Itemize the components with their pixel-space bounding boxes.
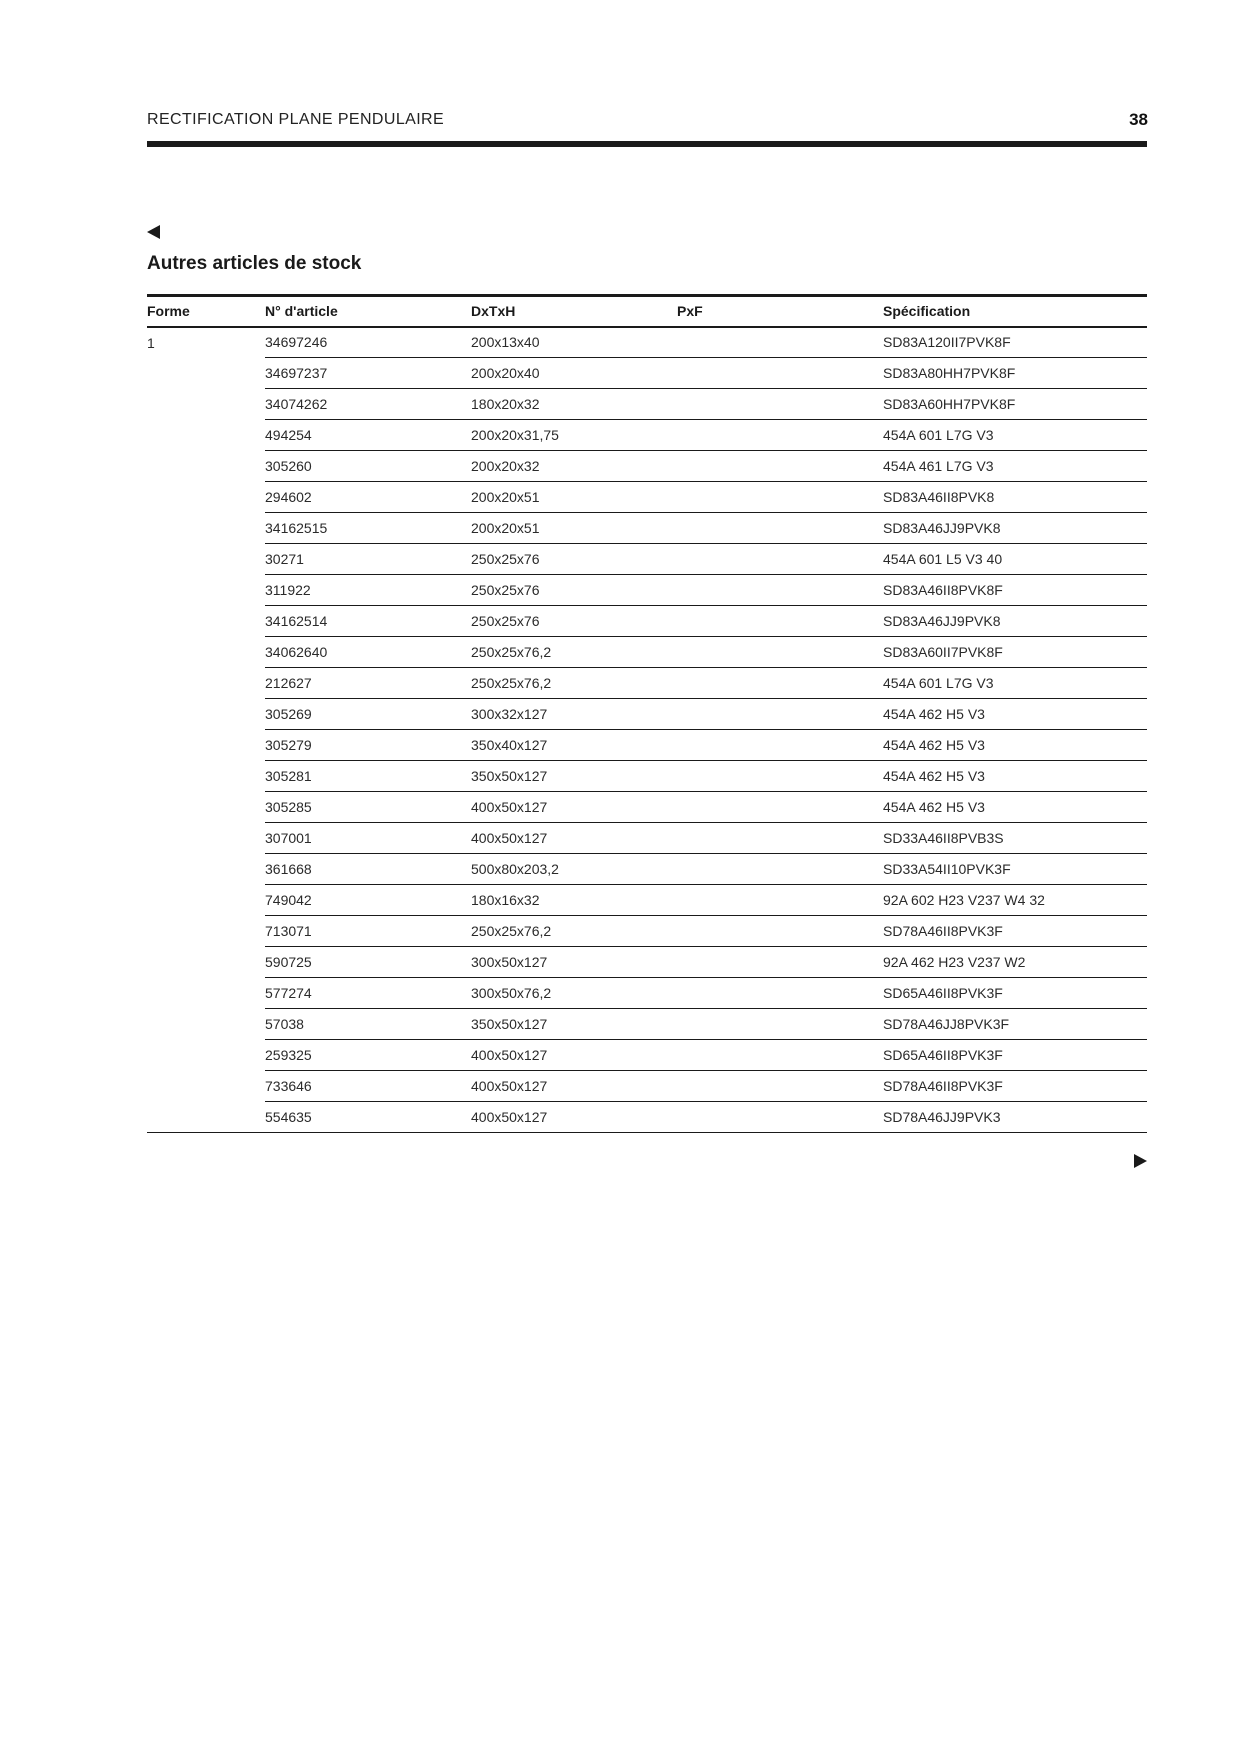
cell-dimensions: 200x20x51 <box>471 482 677 513</box>
cell-article-number: 305269 <box>265 699 471 730</box>
column-header-dimensions: DxTxH <box>471 303 516 320</box>
cell-forme <box>147 916 265 947</box>
cell-pxf <box>677 916 883 947</box>
cell-dimensions: 250x25x76 <box>471 575 677 606</box>
table-row <box>147 947 1147 978</box>
cell-pxf <box>677 730 883 761</box>
cell-article-number: 34162515 <box>265 513 471 544</box>
cell-forme <box>147 854 265 885</box>
table-row <box>147 1009 1147 1040</box>
cell-article-number: 259325 <box>265 1040 471 1071</box>
cell-dimensions: 500x80x203,2 <box>471 854 677 885</box>
cell-specification: 454A 601 L7G V3 <box>883 420 1147 451</box>
table-row <box>147 885 1147 916</box>
cell-article-number: 305279 <box>265 730 471 761</box>
cell-forme <box>147 544 265 575</box>
cell-forme <box>147 1102 265 1133</box>
cell-forme <box>147 730 265 761</box>
stock-table <box>147 294 1147 1133</box>
column-header-article: N° d'article <box>265 303 338 320</box>
cell-dimensions: 180x20x32 <box>471 389 677 420</box>
cell-pxf <box>677 699 883 730</box>
table-row <box>147 358 1147 389</box>
cell-forme: 1 <box>147 334 155 351</box>
cell-dimensions: 400x50x127 <box>471 1102 677 1133</box>
cell-specification: SD33A46II8PVB3S <box>883 823 1147 854</box>
cell-specification: SD65A46II8PVK3F <box>883 978 1147 1009</box>
table-row <box>147 699 1147 730</box>
cell-specification: SD33A54II10PVK3F <box>883 854 1147 885</box>
cell-specification: SD78A46JJ8PVK3F <box>883 1009 1147 1040</box>
column-header-forme: Forme <box>147 303 190 320</box>
cell-forme <box>147 637 265 668</box>
cell-specification: 454A 601 L5 V3 40 <box>883 544 1147 575</box>
cell-dimensions: 250x25x76 <box>471 544 677 575</box>
section-title: Autres articles de stock <box>147 253 362 274</box>
cell-article-number: 577274 <box>265 978 471 1009</box>
cell-forme <box>147 420 265 451</box>
cell-article-number: 34074262 <box>265 389 471 420</box>
cell-article-number: 554635 <box>265 1102 471 1133</box>
cell-forme <box>147 482 265 513</box>
header-rule <box>147 141 1147 147</box>
cell-dimensions: 300x32x127 <box>471 699 677 730</box>
cell-forme <box>147 575 265 606</box>
table-row <box>147 544 1147 575</box>
cell-specification: SD83A46II8PVK8 <box>883 482 1147 513</box>
table-row <box>147 916 1147 947</box>
cell-specification: SD83A60II7PVK8F <box>883 637 1147 668</box>
table-row <box>147 451 1147 482</box>
cell-dimensions: 350x50x127 <box>471 1009 677 1040</box>
cell-specification: 454A 462 H5 V3 <box>883 792 1147 823</box>
cell-pxf <box>677 1040 883 1071</box>
table-row <box>147 978 1147 1009</box>
cell-article-number: 733646 <box>265 1071 471 1102</box>
cell-pxf <box>677 668 883 699</box>
cell-dimensions: 180x16x32 <box>471 885 677 916</box>
cell-specification: 92A 462 H23 V237 W2 <box>883 947 1147 978</box>
table-row <box>147 637 1147 668</box>
cell-article-number: 305285 <box>265 792 471 823</box>
cell-dimensions: 250x25x76,2 <box>471 668 677 699</box>
cell-article-number: 307001 <box>265 823 471 854</box>
cell-pxf <box>677 482 883 513</box>
table-row <box>147 1071 1147 1102</box>
cell-forme <box>147 823 265 854</box>
cell-specification: 454A 462 H5 V3 <box>883 730 1147 761</box>
cell-dimensions: 350x40x127 <box>471 730 677 761</box>
cell-pxf <box>677 637 883 668</box>
cell-dimensions: 400x50x127 <box>471 1071 677 1102</box>
cell-forme <box>147 1040 265 1071</box>
cell-forme <box>147 699 265 730</box>
column-header-pxf: PxF <box>677 303 703 320</box>
cell-forme <box>147 792 265 823</box>
cell-specification: 454A 462 H5 V3 <box>883 699 1147 730</box>
cell-dimensions: 250x25x76,2 <box>471 637 677 668</box>
cell-specification: SD78A46II8PVK3F <box>883 1071 1147 1102</box>
cell-pxf <box>677 823 883 854</box>
table-row <box>147 1040 1147 1071</box>
cell-dimensions: 350x50x127 <box>471 761 677 792</box>
cell-specification: 92A 602 H23 V237 W4 32 <box>883 885 1147 916</box>
cell-pxf <box>677 575 883 606</box>
table-row <box>147 761 1147 792</box>
cell-pxf <box>677 1071 883 1102</box>
cell-forme <box>147 761 265 792</box>
cell-pxf <box>677 389 883 420</box>
cell-article-number: 361668 <box>265 854 471 885</box>
cell-article-number: 34062640 <box>265 637 471 668</box>
table-row <box>147 823 1147 854</box>
cell-specification: SD83A46JJ9PVK8 <box>883 513 1147 544</box>
cell-pxf <box>677 327 883 358</box>
cell-article-number: 34697246 <box>265 327 471 358</box>
cell-specification: SD78A46II8PVK3F <box>883 916 1147 947</box>
triangle-left-icon[interactable] <box>147 225 160 239</box>
cell-pxf <box>677 885 883 916</box>
cell-pxf <box>677 451 883 482</box>
cell-pxf <box>677 513 883 544</box>
cell-pxf <box>677 420 883 451</box>
cell-specification: SD83A60HH7PVK8F <box>883 389 1147 420</box>
table-row <box>147 1102 1147 1133</box>
cell-dimensions: 200x20x40 <box>471 358 677 389</box>
cell-forme <box>147 513 265 544</box>
cell-forme <box>147 978 265 1009</box>
cell-pxf <box>677 978 883 1009</box>
cell-forme <box>147 885 265 916</box>
cell-pxf <box>677 358 883 389</box>
cell-forme <box>147 947 265 978</box>
cell-forme <box>147 358 265 389</box>
cell-article-number: 311922 <box>265 575 471 606</box>
cell-dimensions: 250x25x76 <box>471 606 677 637</box>
cell-dimensions: 400x50x127 <box>471 1040 677 1071</box>
cell-specification: SD83A80HH7PVK8F <box>883 358 1147 389</box>
table-row <box>147 575 1147 606</box>
cell-dimensions: 200x20x31,75 <box>471 420 677 451</box>
cell-specification: 454A 601 L7G V3 <box>883 668 1147 699</box>
table-row <box>147 389 1147 420</box>
cell-specification: 454A 461 L7G V3 <box>883 451 1147 482</box>
cell-specification: SD65A46II8PVK3F <box>883 1040 1147 1071</box>
table-row <box>147 513 1147 544</box>
cell-forme <box>147 1009 265 1040</box>
cell-specification: SD78A46JJ9PVK3 <box>883 1102 1147 1133</box>
cell-specification: SD83A46JJ9PVK8 <box>883 606 1147 637</box>
cell-specification: 454A 462 H5 V3 <box>883 761 1147 792</box>
cell-dimensions: 200x20x32 <box>471 451 677 482</box>
cell-pxf <box>677 947 883 978</box>
cell-pxf <box>677 761 883 792</box>
cell-article-number: 713071 <box>265 916 471 947</box>
cell-article-number: 305260 <box>265 451 471 482</box>
cell-article-number: 749042 <box>265 885 471 916</box>
cell-article-number: 590725 <box>265 947 471 978</box>
table-row <box>147 327 1147 358</box>
cell-pxf <box>677 544 883 575</box>
table-row <box>147 854 1147 885</box>
cell-dimensions: 400x50x127 <box>471 823 677 854</box>
cell-forme <box>147 668 265 699</box>
table-row <box>147 792 1147 823</box>
cell-pxf <box>677 854 883 885</box>
column-header-specification: Spécification <box>883 303 971 320</box>
cell-forme <box>147 389 265 420</box>
table-header-row <box>147 296 1147 327</box>
cell-forme <box>147 1071 265 1102</box>
cell-dimensions: 200x20x51 <box>471 513 677 544</box>
table-row <box>147 420 1147 451</box>
cell-article-number: 212627 <box>265 668 471 699</box>
cell-article-number: 34162514 <box>265 606 471 637</box>
table-body <box>147 327 1147 1133</box>
cell-specification: SD83A46II8PVK8F <box>883 575 1147 606</box>
cell-article-number: 494254 <box>265 420 471 451</box>
cell-article-number: 305281 <box>265 761 471 792</box>
cell-dimensions: 300x50x127 <box>471 947 677 978</box>
cell-article-number: 57038 <box>265 1009 471 1040</box>
cell-pxf <box>677 606 883 637</box>
triangle-right-icon[interactable] <box>1134 1154 1147 1168</box>
table-row <box>147 668 1147 699</box>
cell-forme <box>147 451 265 482</box>
table-row <box>147 606 1147 637</box>
cell-dimensions: 250x25x76,2 <box>471 916 677 947</box>
cell-forme <box>147 606 265 637</box>
table-row <box>147 730 1147 761</box>
page-number: 38 <box>1129 110 1148 129</box>
cell-dimensions: 300x50x76,2 <box>471 978 677 1009</box>
page-header <box>147 110 1147 130</box>
cell-pxf <box>677 1102 883 1133</box>
header-title: RECTIFICATION PLANE PENDULAIRE <box>147 111 445 128</box>
table-row <box>147 482 1147 513</box>
cell-specification: SD83A120II7PVK8F <box>883 327 1147 358</box>
cell-article-number: 294602 <box>265 482 471 513</box>
cell-article-number: 30271 <box>265 544 471 575</box>
cell-pxf <box>677 792 883 823</box>
cell-dimensions: 200x13x40 <box>471 327 677 358</box>
cell-pxf <box>677 1009 883 1040</box>
cell-article-number: 34697237 <box>265 358 471 389</box>
cell-dimensions: 400x50x127 <box>471 792 677 823</box>
